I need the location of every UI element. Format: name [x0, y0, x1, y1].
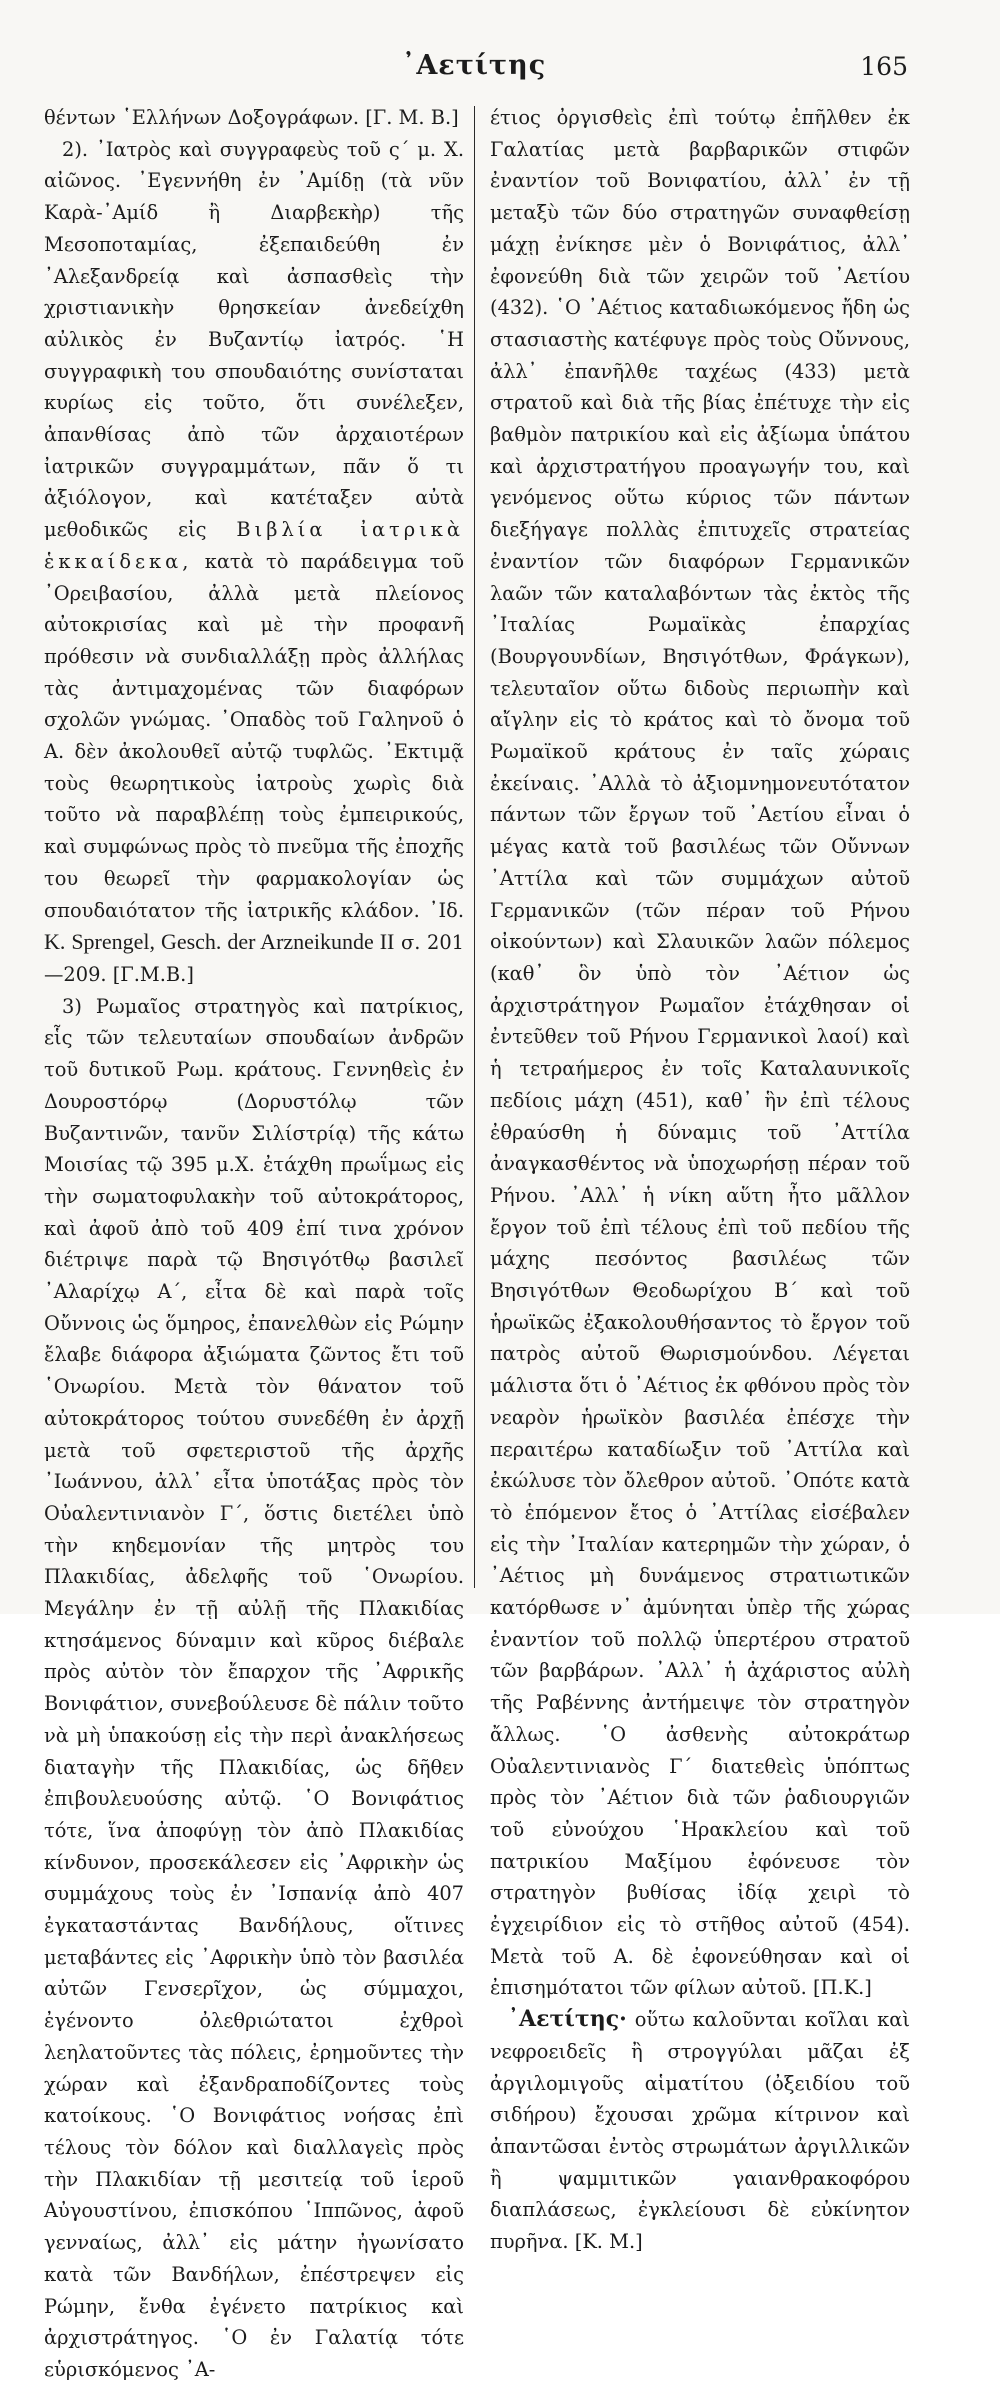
running-title: ᾿Αετίτης [401, 50, 547, 81]
left-column [44, 102, 464, 2386]
page-number: 165 [860, 52, 908, 81]
paragraph-2-text-b: κατὰ τὸ παράδειγμα τοῦ ᾿Ορειβασίου, ἀλλὰ μετὰ πλείονος αὐτοκρισίας καὶ μὲ τὴν προφανῆ πρόθεσιν νὰ συνδιαλλάξῃ πρὸς ἀλλήλας τὰς ἀντιμαχομένας τῶν διαφόρων σχολῶν γνώμας. ᾿Οπαδὸς τοῦ Γαληνοῦ ὁ Α. δὲν ἀκολουθεῖ αὐτῷ τυφλῶς. ᾿Εκτιμᾷ τοὺς θεωρητικοὺς ἰατροὺς χωρὶς διὰ τοῦτο νὰ παραβλέπῃ τοὺς ἐμπειρικούς, καὶ συμφώνως πρὸς τὸ πνεῦμα τῆς ἐποχῆς του θεωρεῖ τὴν φαρμακολογίαν ὡς σπουδαιότατον τῆς ἰατρικῆς κλάδον. ᾿Ιδ. [44, 549, 464, 922]
entry-headword: ᾿Αετίτης· [508, 2006, 627, 2033]
left-paragraph-3: 3) Ρωμαῖος στρατηγὸς καὶ πατρίκιος, εἷς τῶν τελευταίων σπουδαίων ἀνδρῶν τοῦ δυτικοῦ Ρωμ. κράτους. Γεννηθεὶς ἐν Δουροστόρῳ (Δορυστόλῳ τῶν Βυζαντινῶν, τανῦν Σιλίστρίᾳ) τῆς κάτω Μοισίας τῷ 395 μ.Χ. ἐτάχθη πρωΐμως εἰς τὴν σωματοφυλακὴν τοῦ αὐτοκράτορος, καὶ ἀφοῦ ἀπὸ τοῦ 409 ἐπί τινα χρόνον διέτριψε παρὰ τῷ Βησιγότθῳ βασιλεῖ ᾿Αλαρίχῳ Α΄, εἶτα δὲ καὶ παρὰ τοῖς Οὔννοις ὡς ὅμηρος, ἐπανελθὼν εἰς Ρώμην ἔλαβε διάφορα ἀξιώματα ζῶντος ἔτι τοῦ ῾Ονωρίου. Μετὰ τὸν θάνατον τοῦ αὐτοκράτορος τούτου συνεδέθη ἐν ἀρχῇ μετὰ τοῦ σφετεριστοῦ τῆς ἀρχῆς ᾿Ιωάννου, ἀλλ᾿ εἶτα ὑποτάξας πρὸς τὸν Οὐαλεντινιανὸν Γ΄, ὅστις διετέλει ὑπὸ τὴν κηδεμονίαν τῆς μητρὸς του Πλακιδίας, ἀδελφῆς τοῦ ῾Ονωρίου. Μεγάλην ἐν τῇ αὐλῇ τῆς Πλακιδίας κτησάμενος δύναμιν καὶ κῦρος διέβαλε πρὸς αὐτὸν τὸν ἔπαρχον τῆς ᾿Αφρικῆς Βονιφάτιον, συνεβούλευσε δὲ πάλιν τοῦτο νὰ μὴ ὑπακούσῃ εἰς τὴν περὶ ἀνακλήσεως διαταγὴν τῆς Πλακιδίας, ὡς δῆθεν ἐπιβουλευούσης αὐτῷ. ῾Ο Βονιφάτιος τότε, ἵνα ἀποφύγῃ τὸν ἀπὸ Πλακιδίας κίνδυνον, προσεκάλεσεν εἰς ᾿Αφρικὴν ὡς συμμάχους τοὺς ἐν ᾿Ισπανίᾳ ἀπὸ 407 ἐγκαταστάντας Βανδήλους, οἵτινες μεταβάντες εἰς ᾿Αφρικὴν ὑπὸ τὸν βασιλέα αὐτῶν Γενσερῖχον, ὡς σύμμαχοι, ἐγένοντο ὀλεθριώτατοι ἐχθροὶ λεηλατοῦντες τὰς πόλεις, ἐρημοῦντες τὴν χώραν καὶ ἐξανδραποδίζοντες τοὺς κατοίκους. ῾Ο Βονιφάτιος νοήσας ἐπὶ τέλους τὸν δόλον καὶ διαλλαγεὶς πρὸς τὴν Πλακιδίαν τῇ μεσιτείᾳ τοῦ ἱεροῦ Αὐγουστίνου, ἐπισκόπου ῾Ιππῶνος, ἀφοῦ γενναίως, ἀλλ᾿ εἰς μάτην ἠγωνίσατο κατὰ τῶν Βανδήλων, ἐπέστρεψεν εἰς Ρώμην, ἔνθα ἐγένετο πατρίκιος καὶ ἀρχιστράτηγος. ῾Ο ἐν Γαλατίᾳ τότε εὑρισκόμενος ᾿Α- [44, 994, 464, 2381]
spaced-book-title: Βιβλία ἰατρικὰ ἑκκαίδεκα, [44, 518, 464, 573]
left-paragraph-2 [44, 134, 464, 991]
paragraph-2-text-a: 2). ᾿Ιατρὸς καὶ συγγραφεὺς τοῦ ς΄ μ. Χ. αἰῶνος. ᾿Εγεννήθη ἐν ᾿Αμίδῃ (τὰ νῦν Καρὰ-᾿Αμίδ ἢ Διαρβεκὴρ) τῆς Μεσοποταμίας, ἐξεπαιδεύθη ἐν ᾿Αλεξανδρείᾳ καὶ ἀσπασθεὶς τὴν χριστιανικὴν θρησκείαν ἀνεδείχθη αὐλικὸς ἐν Βυζαντίῳ ἰατρός. ῾Η συγγραφικὴ του σπουδαιότης συνίσταται κυρίως εἰς τοῦτο, ὅτι συνέλεξεν, ἀπανθίσας ἀπὸ τῶν ἀρχαιοτέρων ἰατρικῶν συγγραμμάτων, πᾶν ὅ τι ἀξιόλογον, καὶ κατέταξεν αὐτὰ μεθοδικῶς εἰς [44, 137, 464, 542]
right-column [490, 102, 910, 2258]
paragraph-2-citation: σ. 201—209. [Γ.Μ.Β.] [44, 931, 465, 986]
left-paragraph-1: θέντων ῾Ελλήνων Δοξογράφων. [Γ. Μ. Β.] [44, 106, 459, 129]
entry-aetites [490, 2004, 910, 2258]
entry-text: οὕτω καλοῦνται κοῖλαι καὶ νεφροειδεῖς ἢ στρογγύλαι μᾶζαι ἐξ ἀργιλομιγοῦς αἱματίτου (ὀξειδίου τοῦ σιδήρου) ἔχουσαι χρῶμα κίτρινον καὶ ἀπαντῶσαι ἐντὸς στρωμάτων ἀργιλλικῶν ἢ ψαμμιτικῶν γαιανθρακοφόρου διαπλάσεως, ἐγκλείουσι δὲ εὐκίνητον πυρῆνα. [Κ. Μ.] [490, 2008, 910, 2254]
column-divider [474, 106, 475, 1588]
latin-reference: K. Sprengel, Gesch. der Arzneikunde II [44, 929, 395, 955]
page-header [40, 50, 908, 90]
right-paragraph-1: έτιος ὀργισθεὶς ἐπὶ τούτῳ ἐπῆλθεν ἐκ Γαλατίας μετὰ βαρβαρικῶν στιφῶν ἐναντίον τοῦ Βονιφατίου, ἀλλ᾿ ἐν τῇ μεταξὺ τῶν δύο στρατηγῶν συναφθείσῃ μάχῃ ἐνίκησε μὲν ὁ Βονιφάτιος, ἀλλ᾿ ἐφονεύθη διὰ τῶν χειρῶν τοῦ ᾿Αετίου (432). ῾Ο ᾿Αέτιος καταδιωκόμενος ἤδη ὡς στασιαστὴς κατέφυγε πρὸς τοὺς Οὔννους, ἀλλ᾿ ἐπανῆλθε ταχέως (433) μετὰ στρατοῦ καὶ διὰ τῆς βίας ἐπέτυχε τὴν εἰς βαθμὸν πατρικίου καὶ εἰς ἀξίωμα ὑπάτου καὶ ἀρχιστρατήγου προαγωγήν του, καὶ γενόμενος οὕτω κύριος τῶν πάντων διεξήγαγε πολλὰς ἐπιτυχεῖς στρατείας ἐναντίον τῶν διαφόρων Γερμανικῶν λαῶν τῶν καταλαβόντων τὰς ἐκτὸς τῆς ᾿Ιταλίας Ρωμαϊκὰς ἐπαρχίας (Βουργουνδίων, Βησιγότθων, Φράγκων), τελευταῖον οὕτω διδοὺς περιωπὴν καὶ αἴγλην εἰς τὸ κράτος καὶ τὸ ὄνομα τοῦ Ρωμαϊκοῦ κράτους ἐν ταῖς χώραις ἐκείναις. ᾿Αλλὰ τὸ ἀξιομνημονευτότατον πάντων τῶν ἔργων τοῦ ᾿Αετίου εἶναι ὁ μέγας κατὰ τοῦ βασιλέως τῶν Οὔννων ᾿Αττίλα καὶ τῶν συμμάχων αὐτοῦ Γερμανικῶν (τῶν πέραν τοῦ Ρήνου οἰκούντων) καὶ Σλαυικῶν λαῶν πόλεμος (καθ᾿ ὃν ὑπὸ τὸν ᾿Αέτιον ὡς ἀρχιστράτηγον Ρωμαῖον ἐτάχθησαν οἱ ἐντεῦθεν τοῦ Ρήνου Γερμανικοὶ λαοί) καὶ ἡ τετραήμερος ἐν τοῖς Καταλαυνικοῖς πεδίοις μάχη (451), καθ᾿ ἣν ἐπὶ τέλους ἐθραύσθη ἡ δύναμις τοῦ ᾿Αττίλα ἀναγκασθέντος νὰ ὑποχωρήσῃ πέραν τοῦ Ρήνου. ᾿Αλλ᾿ ἡ νίκη αὕτη ἦτο μᾶλλον ἔργον τοῦ ἐπὶ τέλους ἐπὶ τοῦ πεδίου τῆς μάχης πεσόντος βασιλέως τῶν Βησιγότθων Θεοδωρίχου Β΄ καὶ τοῦ ἡρωϊκῶς ἐξακολουθήσαντος τὸ ἔργον τοῦ πατρὸς αὐτοῦ Θωρισμούνδου. Λέγεται μάλιστα ὅτι ὁ ᾿Αέτιος ἐκ φθόνου πρὸς τὸν νεαρὸν ἡρωϊκὸν βασιλέα ἐπέσχε τὴν περαιτέρω καταδίωξιν τοῦ ᾿Αττίλα καὶ ἐκώλυσε τὸν ὄλεθρον αὐτοῦ. ᾿Οπότε κατὰ τὸ ἑπόμενον ἔτος ὁ ᾿Αττίλας εἰσέβαλεν εἰς τὴν ᾿Ιταλίαν κατερημῶν τὴν χώραν, ὁ ᾿Αέτιος μὴ δυνάμενος στρατιωτικῶν κατόρθωσε ν᾿ ἀμύνηται ὑπὲρ τῆς χώρας ἐναντίον τοῦ πολλῷ ὑπερτέρου στρατοῦ τῶν βαρβάρων. ᾿Αλλ᾿ ἡ ἀχάριστος αὐλὴ τῆς Ραβέννης ἀντήμειψε τὸν στρατηγὸν ἄλλως. ῾Ο ἀσθενὴς αὐτοκράτωρ Οὐαλεντινιανὸς Γ΄ διατεθεὶς ὑπόπτως πρὸς τὸν ᾿Αέτιον διὰ τῶν ῥαδιουργιῶν τοῦ εὐνούχου ῾Ηρακλείου καὶ τοῦ πατρικίου Μαξίμου ἐφόνευσε τὸν στρατηγὸν βυθίσας ἰδίᾳ χειρὶ τὸ ἐγχειρίδιον εἰς τὸ στῆθος αὐτοῦ (454). Μετὰ τοῦ Α. δὲ ἐφονεύθησαν καὶ οἱ ἐπισημότατοι τῶν φίλων αὐτοῦ. [Π.Κ.] [490, 106, 910, 2000]
